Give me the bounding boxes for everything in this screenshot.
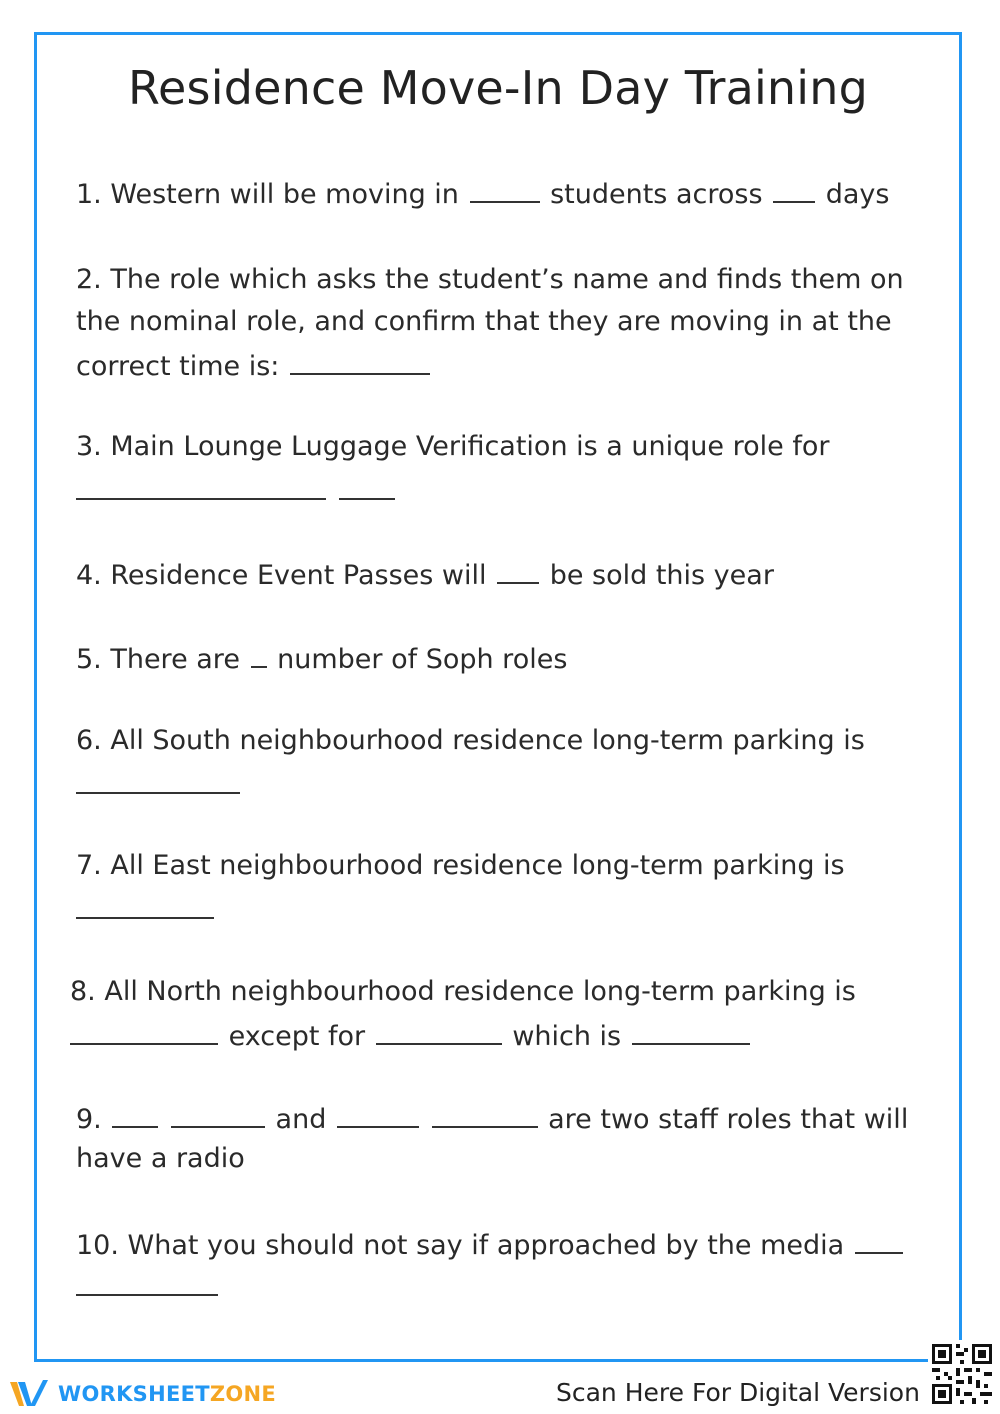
q1-text-b: students across bbox=[550, 179, 763, 210]
q2-text-l3: correct time is: bbox=[76, 351, 280, 382]
question-2-line-2: the nominal role, and confirm that they are moving in at the bbox=[76, 306, 892, 337]
q10-blank-2[interactable] bbox=[76, 1264, 218, 1296]
q1-blank-days[interactable] bbox=[773, 171, 815, 203]
q9-text-b: and bbox=[275, 1104, 327, 1135]
q9-text-c: are two staff roles that will bbox=[548, 1104, 909, 1135]
q9-blank-1[interactable] bbox=[112, 1096, 158, 1128]
question-7-line-1: 7. All East neighbourhood residence long-term parking is bbox=[76, 850, 845, 881]
question-3-line-1: 3. Main Lounge Luggage Verification is a unique role for bbox=[76, 431, 830, 462]
q9-text-a: 9. bbox=[76, 1104, 102, 1135]
q9-blank-2[interactable] bbox=[171, 1096, 265, 1128]
question-1 bbox=[76, 171, 889, 216]
q3-blank-2[interactable] bbox=[339, 468, 395, 500]
q1-text-c: days bbox=[825, 179, 890, 210]
q4-text-b: be sold this year bbox=[549, 560, 774, 591]
question-6-line-2 bbox=[76, 762, 242, 807]
q4-text-a: 4. Residence Event Passes will bbox=[76, 560, 487, 591]
question-6-line-1: 6. All South neighbourhood residence long-term parking is bbox=[76, 725, 865, 756]
q8-blank-1[interactable] bbox=[70, 1013, 218, 1045]
q1-text-a: 1. Western will be moving in bbox=[76, 179, 459, 210]
q3-blank-1[interactable] bbox=[76, 468, 326, 500]
question-8-line-2 bbox=[70, 1013, 752, 1058]
question-10-line-1 bbox=[76, 1222, 905, 1267]
question-3-line-2 bbox=[76, 468, 397, 513]
q1-blank-students[interactable] bbox=[470, 171, 540, 203]
question-2-line-3 bbox=[76, 343, 432, 388]
question-4 bbox=[76, 552, 774, 597]
question-9-line-1 bbox=[76, 1096, 908, 1141]
q5-text-a: 5. There are bbox=[76, 644, 240, 675]
question-10-line-2 bbox=[76, 1264, 220, 1309]
question-9-line-2: have a radio bbox=[76, 1143, 245, 1174]
q8-text-b: except for bbox=[228, 1021, 366, 1052]
question-2-line-1: 2. The role which asks the student’s name and finds them on bbox=[76, 264, 904, 295]
q6-blank[interactable] bbox=[76, 762, 240, 794]
q5-text-b: number of Soph roles bbox=[277, 644, 568, 675]
q10-text: 10. What you should not say if approached by the media bbox=[76, 1230, 845, 1261]
worksheet-title: Residence Move-In Day Training bbox=[127, 61, 869, 115]
worksheetzone-logo[interactable] bbox=[8, 1374, 276, 1414]
q2-blank-role[interactable] bbox=[290, 343, 430, 375]
q8-blank-3[interactable] bbox=[632, 1013, 750, 1045]
scan-instruction: Scan Here For Digital Version bbox=[556, 1378, 920, 1407]
qr-code-icon[interactable] bbox=[928, 1340, 996, 1408]
question-5 bbox=[76, 636, 567, 681]
q9-blank-4[interactable] bbox=[432, 1096, 538, 1128]
q8-blank-2[interactable] bbox=[376, 1013, 502, 1045]
question-7-line-2 bbox=[76, 887, 216, 932]
q8-text-c: which is bbox=[512, 1021, 622, 1052]
q4-blank[interactable] bbox=[497, 552, 539, 584]
logo-text: WORKSHEETZONE bbox=[58, 1382, 277, 1406]
q7-blank[interactable] bbox=[76, 887, 214, 919]
q10-blank-1[interactable] bbox=[855, 1222, 903, 1254]
question-8-line-1: 8. All North neighbourhood residence long-term parking is bbox=[70, 976, 856, 1007]
worksheetzone-w-icon bbox=[8, 1376, 52, 1412]
q9-blank-3[interactable] bbox=[337, 1096, 419, 1128]
q5-blank[interactable] bbox=[251, 636, 267, 668]
